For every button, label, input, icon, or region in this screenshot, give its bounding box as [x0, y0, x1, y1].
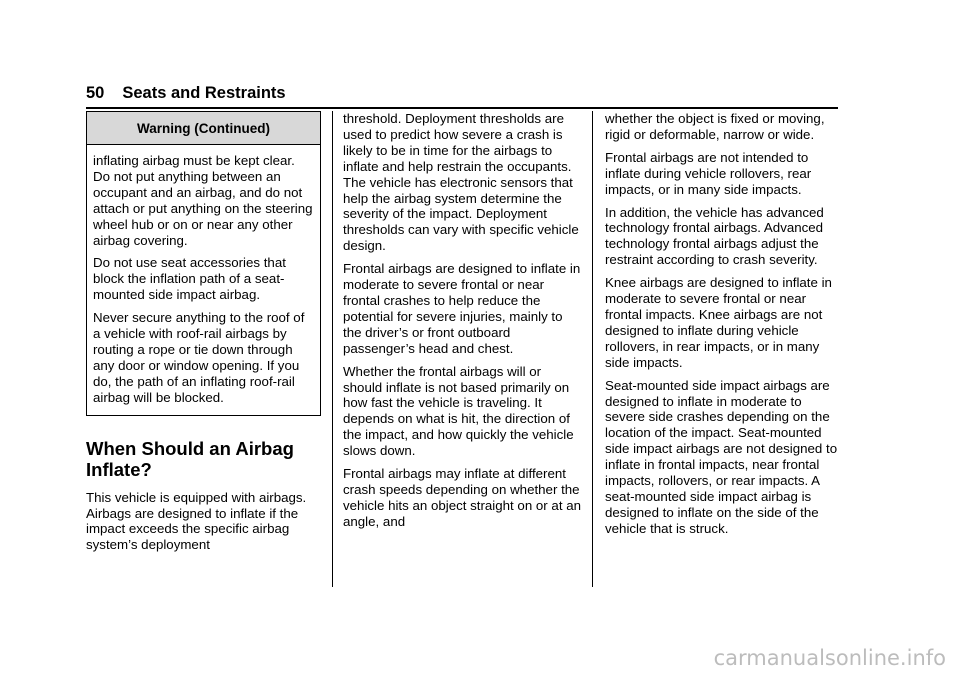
warning-body	[87, 145, 320, 415]
column-2	[343, 111, 581, 537]
column-1	[86, 111, 322, 560]
body-paragraph: Seat-mounted side impact airbags are designed to inflate in moderate to severe side crashes depending on the location of the impact. Seat-mounted side impact airbags are not designed to inflate in frontal impacts, near frontal impacts, rollovers, or rear impacts. A seat-mounted side impact airbag is designed to inflate on the side of the vehicle that is struck.	[605, 377, 838, 536]
body-paragraph: Knee airbags are designed to inflate in moderate to severe frontal or near frontal impacts. Knee airbags are not designed to inflate during vehicle rollovers, in rear impacts, or in many side impacts.	[605, 275, 832, 370]
header-rule	[86, 107, 838, 109]
body-paragraph: Whether the frontal airbags will or should inflate is not based primarily on how fast the vehicle is traveling. It depends on what is hit, the direction of the impact, and how quickly the vehicle slows down.	[343, 363, 574, 459]
body-paragraph: threshold. Deployment thresholds are used to predict how severe a crash is likely to be in time for the airbags to inflate and help restrain the occupants. The vehicle has electronic sensors that help the airbag system determine the severity of the impact. Deployment thresholds can vary with specific vehicle design.	[343, 111, 579, 254]
body-paragraph: Frontal airbags are designed to inflate in moderate to severe frontal or near frontal crashes to help reduce the potential for severe injuries, mainly to the driver’s or front outboard passenger’s head and chest.	[343, 261, 581, 356]
column-divider	[592, 111, 593, 587]
body-paragraph: Frontal airbags may inflate at different crash speeds depending on whether the vehicle hits an object straight on or at an angle, and	[343, 466, 582, 529]
section-title: When Should an Airbag Inflate?	[86, 437, 294, 480]
warning-paragraph: inflating airbag must be kept clear. Do not put anything between an occupant and an airbag, and do not attach or put anything on the steering wheel hub or on or near any other airbag covering.	[93, 153, 313, 248]
watermark: carmanualsonline.info	[713, 646, 946, 670]
warning-title: Warning (Continued)	[87, 112, 320, 145]
warning-box	[86, 111, 321, 416]
body-paragraph: Frontal airbags are not intended to inflate during vehicle rollovers, rear impacts, or in many side impacts.	[605, 149, 812, 197]
warning-paragraph: Do not use seat accessories that block the inflation path of a seat-mounted side impact airbag.	[93, 255, 286, 303]
column-3	[605, 111, 841, 544]
page-number: 50	[86, 84, 105, 102]
page-header	[86, 84, 286, 102]
body-paragraph: whether the object is fixed or moving, rigid or deformable, narrow or wide.	[605, 111, 825, 142]
body-paragraph: In addition, the vehicle has advanced technology frontal airbags. Advanced technology frontal airbags adjust the restraint according to crash severity.	[605, 204, 824, 268]
body-paragraph: This vehicle is equipped with airbags. Airbags are designed to inflate if the impact exceeds the specific airbag system’s deployment	[86, 489, 307, 553]
warning-paragraph: Never secure anything to the roof of a vehicle with roof-rail airbags by routing a rope or tie down through any door or window opening. If you do, the path of an inflating roof-rail airbag will be blocked.	[93, 310, 305, 405]
section-name: Seats and Restraints	[122, 84, 286, 102]
column-divider	[332, 111, 333, 587]
